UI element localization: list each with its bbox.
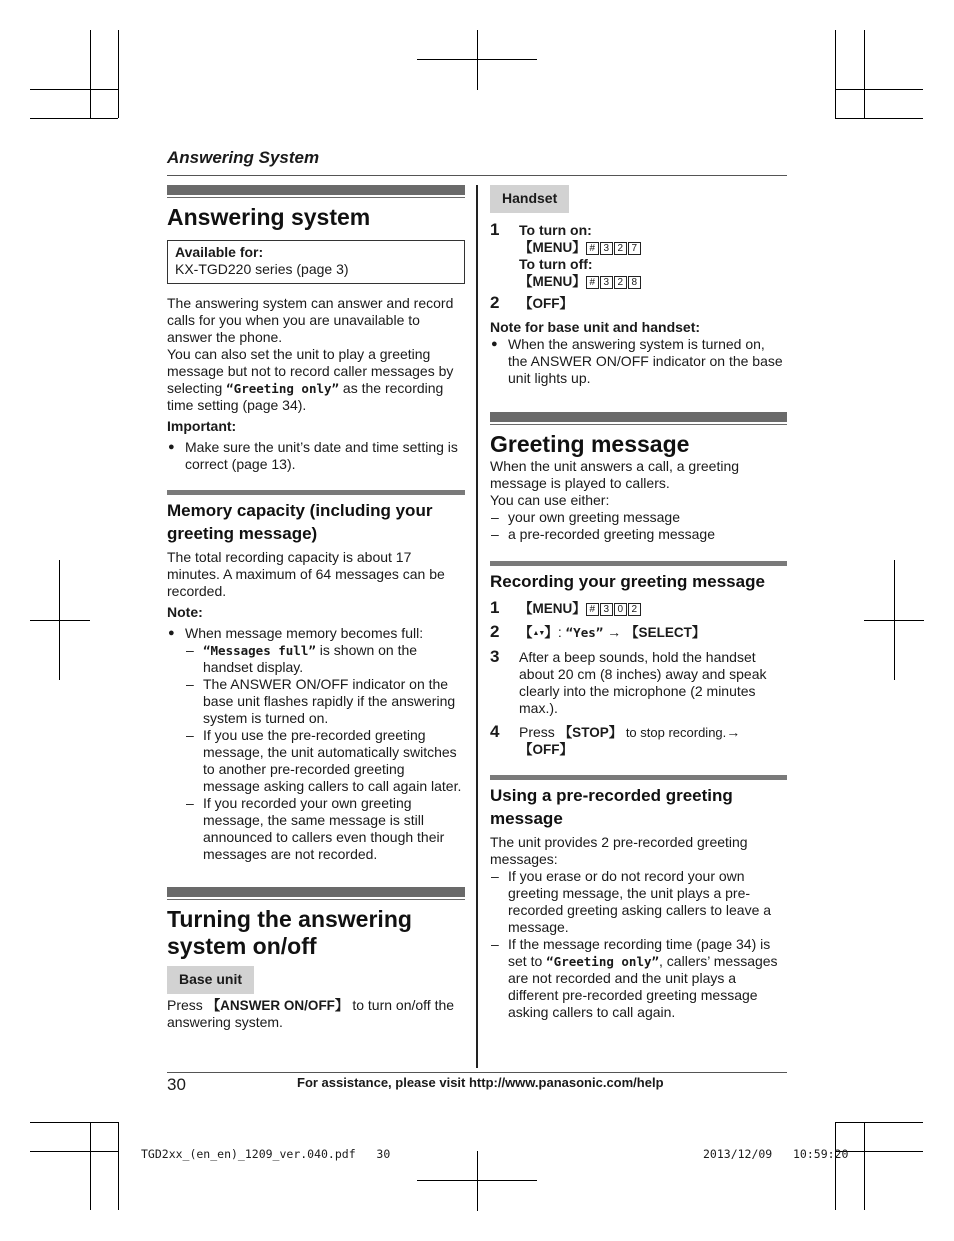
crop-mark	[835, 89, 923, 90]
section-title-turning: Turning the answering system on/off	[167, 906, 412, 959]
header-rule	[167, 175, 787, 176]
note-list	[167, 625, 465, 863]
turn-off-keys: 【MENU】 # 3 2 8	[519, 273, 787, 290]
left-column	[167, 185, 465, 1031]
step-2	[490, 293, 787, 312]
off-key: 【OFF】	[519, 296, 573, 311]
sub-list	[185, 642, 465, 863]
available-label: Available for:	[175, 244, 264, 260]
crop-mark	[417, 1180, 537, 1181]
section-title-greeting: Greeting message	[490, 431, 690, 457]
paragraph: The total recording capacity is about 17 minutes. A maximum of 64 messages can be recorded.	[167, 549, 445, 599]
list-item: – “Messages full” is shown on the handset display.	[185, 642, 465, 676]
step-2: 2 【▲▼】: “Yes” → 【SELECT】	[490, 622, 706, 641]
column-divider	[476, 185, 478, 1068]
important-list	[167, 439, 465, 473]
display-text: “Greeting only”	[546, 954, 660, 969]
subsection-title-prerecorded: Using a pre-recorded greeting message	[490, 786, 733, 828]
crop-mark	[477, 30, 478, 90]
list-item: – The ANSWER ON/OFF indicator on the base unit flashes rapidly if the answering system is turned on.	[185, 676, 465, 727]
crop-mark	[835, 1122, 836, 1210]
crop-mark	[835, 1122, 923, 1123]
paragraph: You can also set the unit to play a greeting message but not to record caller messages by selecting “Greeting only” as the recording time setting (page 34).	[167, 346, 454, 413]
crop-mark	[90, 1122, 91, 1210]
crop-mark	[864, 620, 924, 621]
subsection-bar	[490, 775, 787, 780]
base-unit-tag: Base unit	[167, 966, 254, 994]
paragraph: When the unit answers a call, a greeting message is played to callers.	[490, 458, 740, 491]
section-bar	[167, 887, 465, 897]
arrow-icon: →	[607, 624, 622, 640]
step-number: 2	[490, 293, 500, 312]
list-item: – If you use the pre-recorded greeting message, the unit automatically switches to another pre-recorded greeting message asking callers to call again later.	[185, 727, 465, 795]
prerecorded-list	[490, 868, 787, 1021]
list-item: ● Make sure the unit’s date and time setting is correct (page 13).	[167, 439, 465, 473]
crop-mark	[118, 1122, 119, 1210]
available-for-box	[167, 240, 465, 284]
step-1	[490, 220, 787, 290]
crop-mark	[30, 1122, 118, 1123]
greeting-options	[490, 509, 787, 543]
subsection-bar	[167, 490, 465, 495]
paragraph: The answering system can answer and record calls for you when you are unavailable to answer the phone.	[167, 295, 454, 345]
important-label: Important:	[167, 418, 237, 434]
crop-mark	[835, 30, 836, 118]
crop-mark	[118, 30, 119, 118]
list-item: ● When message memory becomes full: – “Messages full” is shown on the handset display. – The ANSWER ON/OFF indicator on the base unit flashes rapidly if the answering system is turned on. – If you use the pre-recorded greeting message, the unit automatically switches to another pre-recorded greeting message asking callers to call again later. – If you recorded your own greeting message, the same message is still announced to callers even though their messages are not recorded.	[167, 625, 465, 863]
paragraph: Press 【ANSWER ON/OFF】 to turn on/off the answering system.	[167, 997, 455, 1030]
turn-on-label: To turn on:	[519, 222, 592, 238]
step-4: 4 Press 【STOP】 to stop recording.→ 【OFF】	[490, 722, 741, 757]
print-datetime: 2013/12/09 10:59:20	[703, 1147, 849, 1161]
crop-mark	[864, 30, 865, 118]
crop-mark	[30, 89, 118, 90]
print-file-info: TGD2xx_(en_en)_1209_ver.040.pdf 30	[141, 1147, 391, 1161]
turn-off-label: To turn off:	[519, 256, 593, 272]
paragraph: You can use either:	[490, 492, 610, 508]
crop-mark	[30, 620, 90, 621]
list-item: – If the message recording time (page 34) is set to “Greeting only”, callers’ messages are not recorded and the unit plays a different pre-recorded greeting message asking callers to call again.	[490, 936, 787, 1021]
subsection-title-memory: Memory capacity (including your greeting message)	[167, 501, 433, 543]
footer-rule	[167, 1072, 787, 1073]
up-down-icon: ▲▼	[532, 630, 545, 637]
arrow-icon: →	[726, 724, 741, 740]
display-text: “Greeting only”	[226, 381, 340, 396]
crop-mark	[90, 30, 91, 118]
running-header: Answering System	[167, 148, 320, 167]
paragraph: The unit provides 2 pre-recorded greeting messages:	[490, 834, 748, 867]
section-title-answering-system: Answering system	[167, 204, 371, 230]
section-bar	[167, 185, 465, 195]
subsection-bar	[490, 561, 787, 566]
note-label: Note for base unit and handset:	[490, 319, 701, 335]
available-value: KX-TGD220 series (page 3)	[175, 261, 349, 277]
assistance-text: For assistance, please visit http://www.panasonic.com/help	[297, 1075, 664, 1090]
turn-on-keys: 【MENU】 # 3 2 7	[519, 239, 787, 256]
note-label: Note:	[167, 604, 203, 620]
page-number: 30	[167, 1075, 186, 1094]
list-item: ● When the answering system is turned on, the ANSWER ON/OFF indicator on the base unit lights up.	[490, 336, 787, 387]
display-text: “Messages full”	[203, 643, 316, 658]
list-item: – your own greeting message	[490, 509, 787, 526]
crop-mark	[417, 59, 537, 60]
subsection-title-recording: Recording your greeting message	[490, 572, 765, 591]
step-1: 1 【MENU】 # 3 0 2	[490, 598, 787, 617]
list-item: – a pre-recorded greeting message	[490, 526, 787, 543]
crop-mark	[30, 118, 118, 119]
list-item: – If you recorded your own greeting message, the same message is still announced to callers even though their messages are not recorded.	[185, 795, 465, 863]
step-number: 1	[490, 220, 500, 239]
right-column	[490, 185, 787, 1021]
crop-mark	[30, 1151, 118, 1152]
step-3: 3 After a beep sounds, hold the handset about 20 cm (8 inches) away and speak clearly into the microphone (2 minutes max.).	[490, 647, 767, 716]
handset-tag: Handset	[490, 185, 569, 213]
crop-mark	[477, 1151, 478, 1211]
note-list	[490, 336, 787, 387]
crop-mark	[835, 118, 923, 119]
answer-onoff-key: 【ANSWER ON/OFF】	[206, 998, 349, 1013]
crop-mark	[864, 1122, 865, 1210]
list-item: – If you erase or do not record your own greeting message, the unit plays a pre-recorded greeting asking callers to leave a message.	[490, 868, 787, 936]
section-bar	[490, 412, 787, 422]
